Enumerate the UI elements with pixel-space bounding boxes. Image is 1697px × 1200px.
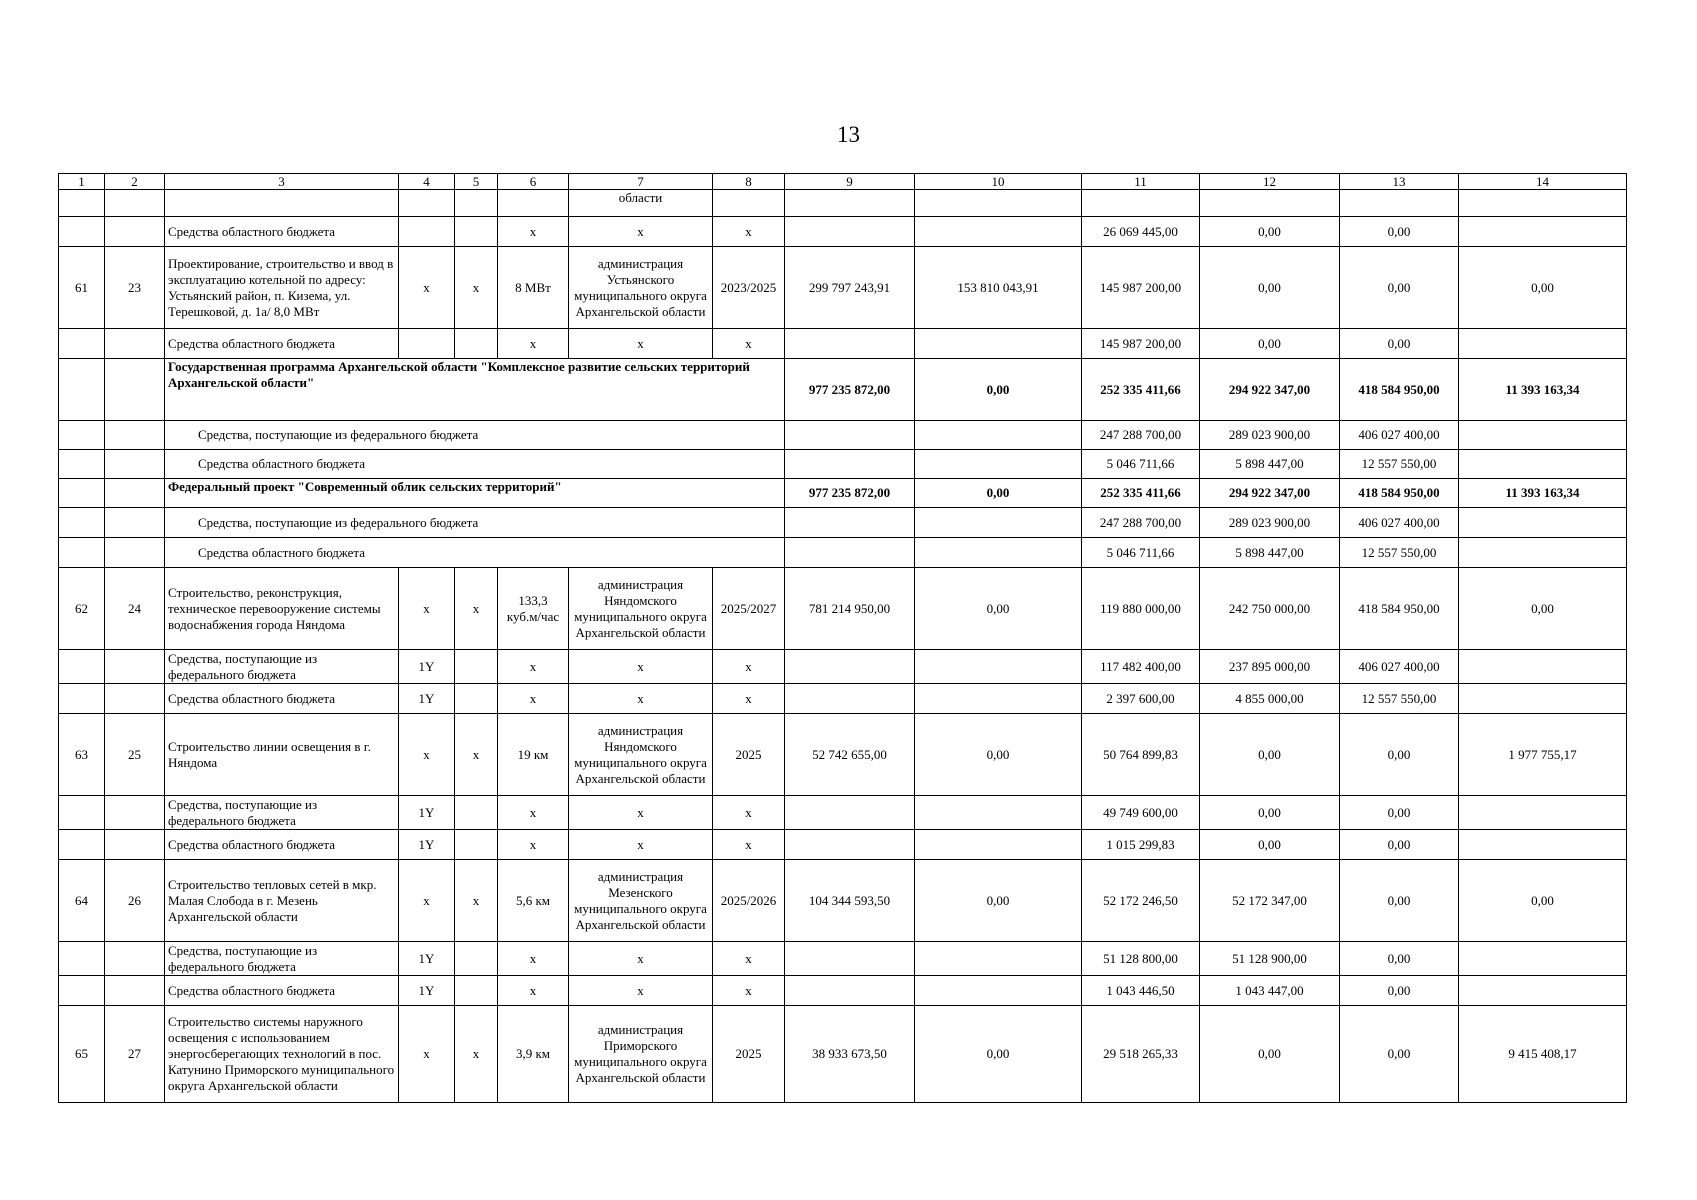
cell-period: 2025/2026 bbox=[713, 860, 785, 942]
project-title: Федеральный проект "Современный облик сельских территорий" bbox=[165, 479, 785, 508]
cell-amount-11: 252 335 411,66 bbox=[1082, 359, 1200, 421]
cell-amount-12: 0,00 bbox=[1200, 247, 1340, 329]
cell-amount-12: 5 898 447,00 bbox=[1200, 450, 1340, 479]
cell-code: 1Y bbox=[399, 650, 455, 684]
cell-amount-13: 406 027 400,00 bbox=[1340, 650, 1459, 684]
column-number-row bbox=[59, 174, 1627, 190]
cell-responsible: х bbox=[569, 329, 713, 359]
cell-amount-12: 289 023 900,00 bbox=[1200, 508, 1340, 538]
table-row bbox=[59, 1006, 1627, 1103]
cell-amount-11: 117 482 400,00 bbox=[1082, 650, 1200, 684]
column-number: 9 bbox=[785, 174, 915, 190]
cell-row-number: 64 bbox=[59, 860, 105, 942]
cell-c5: х bbox=[455, 714, 498, 796]
table-row bbox=[59, 538, 1627, 568]
cell-period: 2025 bbox=[713, 1006, 785, 1103]
cell-amount-12: 52 172 347,00 bbox=[1200, 860, 1340, 942]
cell-item-number: 26 bbox=[105, 860, 165, 942]
cell-amount-10: 153 810 043,91 bbox=[915, 247, 1082, 329]
cell-amount-13: 12 557 550,00 bbox=[1340, 684, 1459, 714]
cell-source: Средства, поступающие из федерального бюджета bbox=[165, 650, 399, 684]
cell-responsible: администрация Няндомского муниципального округа Архангельской области bbox=[569, 568, 713, 650]
cell-amount-13: 406 027 400,00 bbox=[1340, 508, 1459, 538]
cell-amount-14: 0,00 bbox=[1459, 568, 1627, 650]
cell-code: 1Y bbox=[399, 796, 455, 830]
cell-item-number: 25 bbox=[105, 714, 165, 796]
cell-responsible: х bbox=[569, 684, 713, 714]
cell-capacity: х bbox=[498, 830, 569, 860]
cell-amount-11: 49 749 600,00 bbox=[1082, 796, 1200, 830]
cell-amount-11: 247 288 700,00 bbox=[1082, 508, 1200, 538]
cell-amount-13: 0,00 bbox=[1340, 217, 1459, 247]
cell-amount-12: 294 922 347,00 bbox=[1200, 479, 1340, 508]
cell-responsible: х bbox=[569, 976, 713, 1006]
cell-code: 1Y bbox=[399, 942, 455, 976]
cell-row-number: 65 bbox=[59, 1006, 105, 1103]
program-row bbox=[59, 359, 1627, 421]
cell-amount-12: 0,00 bbox=[1200, 796, 1340, 830]
cell-amount-11: 52 172 246,50 bbox=[1082, 860, 1200, 942]
cell-source: Средства областного бюджета bbox=[165, 217, 399, 247]
cell-period: х bbox=[713, 217, 785, 247]
cell-amount-11: 5 046 711,66 bbox=[1082, 538, 1200, 568]
table-row bbox=[59, 247, 1627, 329]
table-row bbox=[59, 329, 1627, 359]
cell-source: Средства областного бюджета bbox=[165, 329, 399, 359]
cell-source: Средства, поступающие из федерального бюджета bbox=[165, 421, 785, 450]
cell-amount-11: 1 015 299,83 bbox=[1082, 830, 1200, 860]
page-number: 13 bbox=[837, 122, 860, 147]
cell-source: Средства, поступающие из федерального бюджета bbox=[165, 796, 399, 830]
table-row bbox=[59, 830, 1627, 860]
column-number: 8 bbox=[713, 174, 785, 190]
cell-capacity: х bbox=[498, 942, 569, 976]
cell-amount-11: 145 987 200,00 bbox=[1082, 247, 1200, 329]
column-number: 7 bbox=[569, 174, 713, 190]
cell-amount-12: 51 128 900,00 bbox=[1200, 942, 1340, 976]
program-title: Государственная программа Архангельской области "Комплексное развитие сельских территорий Архангельской области" bbox=[165, 359, 785, 421]
cell-period: 2023/2025 bbox=[713, 247, 785, 329]
cell-c5: х bbox=[455, 860, 498, 942]
cell-amount-11: 26 069 445,00 bbox=[1082, 217, 1200, 247]
cell-amount-14: 11 393 163,34 bbox=[1459, 359, 1627, 421]
cell-amount-11: 247 288 700,00 bbox=[1082, 421, 1200, 450]
cell-amount-10: 0,00 bbox=[915, 1006, 1082, 1103]
cell-period: х bbox=[713, 329, 785, 359]
cell-amount-13: 12 557 550,00 bbox=[1340, 450, 1459, 479]
cell-row-number: 63 bbox=[59, 714, 105, 796]
cell-amount-11: 119 880 000,00 bbox=[1082, 568, 1200, 650]
cell-responsible: администрация Мезенского муниципального округа Архангельской области bbox=[569, 860, 713, 942]
cell-code: х bbox=[399, 568, 455, 650]
column-number: 3 bbox=[165, 174, 399, 190]
column-number: 14 bbox=[1459, 174, 1627, 190]
cell-amount-9: 299 797 243,91 bbox=[785, 247, 915, 329]
column-number: 4 bbox=[399, 174, 455, 190]
cell-object-name: Проектирование, строительство и ввод в эксплуатацию котельной по адресу: Устьянский район, п. Кизема, ул. Терешковой, д. 1а/ 8,0 МВт bbox=[165, 247, 399, 329]
cell-capacity: 19 км bbox=[498, 714, 569, 796]
cell-amount-13: 418 584 950,00 bbox=[1340, 568, 1459, 650]
cell-source: Средства областного бюджета bbox=[165, 450, 785, 479]
cell-period: х bbox=[713, 976, 785, 1006]
cell-object-name: Строительство системы наружного освещения с использованием энергосберегающих технологий в пос. Катунино Приморского муниципального округа Архангельской области bbox=[165, 1006, 399, 1103]
cell-amount-9: 781 214 950,00 bbox=[785, 568, 915, 650]
table-row bbox=[59, 568, 1627, 650]
cell-capacity: х bbox=[498, 217, 569, 247]
cell-amount-12: 242 750 000,00 bbox=[1200, 568, 1340, 650]
table-row bbox=[59, 450, 1627, 479]
cell-capacity: 5,6 км bbox=[498, 860, 569, 942]
cell-item-number: 27 bbox=[105, 1006, 165, 1103]
cell-amount-11: 5 046 711,66 bbox=[1082, 450, 1200, 479]
cell-amount-9: 38 933 673,50 bbox=[785, 1006, 915, 1103]
cell-amount-12: 0,00 bbox=[1200, 1006, 1340, 1103]
cell-amount-14: 11 393 163,34 bbox=[1459, 479, 1627, 508]
table-row bbox=[59, 942, 1627, 976]
column-number: 10 bbox=[915, 174, 1082, 190]
column-number: 2 bbox=[105, 174, 165, 190]
cell-capacity: х bbox=[498, 684, 569, 714]
cell-amount-11: 252 335 411,66 bbox=[1082, 479, 1200, 508]
cell-amount-10: 0,00 bbox=[915, 359, 1082, 421]
cell-amount-12: 4 855 000,00 bbox=[1200, 684, 1340, 714]
table-row bbox=[59, 684, 1627, 714]
cell-responsible: х bbox=[569, 942, 713, 976]
cell-amount-11: 145 987 200,00 bbox=[1082, 329, 1200, 359]
cell-period: х bbox=[713, 796, 785, 830]
cell-source: Средства областного бюджета bbox=[165, 976, 399, 1006]
cell-amount-13: 418 584 950,00 bbox=[1340, 359, 1459, 421]
cell-capacity: 133,3 куб.м/час bbox=[498, 568, 569, 650]
cell-responsible: администрация Приморского муниципального округа Архангельской области bbox=[569, 1006, 713, 1103]
cell-amount-11: 50 764 899,83 bbox=[1082, 714, 1200, 796]
cell-amount-11: 2 397 600,00 bbox=[1082, 684, 1200, 714]
cell-amount-12: 0,00 bbox=[1200, 217, 1340, 247]
cell-amount-9: 52 742 655,00 bbox=[785, 714, 915, 796]
column-number: 12 bbox=[1200, 174, 1340, 190]
cell-amount-12: 0,00 bbox=[1200, 830, 1340, 860]
cell-source: Средства, поступающие из федерального бюджета bbox=[165, 508, 785, 538]
table-row bbox=[59, 190, 1627, 217]
cell-source: Средства областного бюджета bbox=[165, 538, 785, 568]
cell-amount-12: 237 895 000,00 bbox=[1200, 650, 1340, 684]
cell-c5: х bbox=[455, 1006, 498, 1103]
cell-capacity: 3,9 км bbox=[498, 1006, 569, 1103]
cell-code: 1Y bbox=[399, 684, 455, 714]
cell-amount-11: 1 043 446,50 bbox=[1082, 976, 1200, 1006]
cell-code: х bbox=[399, 860, 455, 942]
cell-item-number: 24 bbox=[105, 568, 165, 650]
cell-period: х bbox=[713, 650, 785, 684]
column-number: 11 bbox=[1082, 174, 1200, 190]
cell-source: Средства областного бюджета bbox=[165, 684, 399, 714]
cell-amount-14: 0,00 bbox=[1459, 860, 1627, 942]
cell-amount-12: 0,00 bbox=[1200, 329, 1340, 359]
cell-amount-12: 5 898 447,00 bbox=[1200, 538, 1340, 568]
cell-amount-12: 0,00 bbox=[1200, 714, 1340, 796]
cell-amount-12: 1 043 447,00 bbox=[1200, 976, 1340, 1006]
cell-amount-13: 0,00 bbox=[1340, 860, 1459, 942]
cell-capacity: х bbox=[498, 650, 569, 684]
cell-code: х bbox=[399, 714, 455, 796]
cell-amount-13: 418 584 950,00 bbox=[1340, 479, 1459, 508]
cell-object-name: Строительство, реконструкция, техническое перевооружение системы водоснабжения города Няндома bbox=[165, 568, 399, 650]
cell-item-number: 23 bbox=[105, 247, 165, 329]
cell-capacity: х bbox=[498, 796, 569, 830]
cell-capacity: х bbox=[498, 329, 569, 359]
cell-code: х bbox=[399, 247, 455, 329]
table-row bbox=[59, 508, 1627, 538]
cell-amount-9: 104 344 593,50 bbox=[785, 860, 915, 942]
cell-amount-13: 0,00 bbox=[1340, 329, 1459, 359]
cell-c5: х bbox=[455, 568, 498, 650]
cell-amount-10: 0,00 bbox=[915, 860, 1082, 942]
cell-source: Средства областного бюджета bbox=[165, 830, 399, 860]
cell-source: Средства, поступающие из федерального бюджета bbox=[165, 942, 399, 976]
cell-amount-13: 0,00 bbox=[1340, 976, 1459, 1006]
cell-responsible: х bbox=[569, 830, 713, 860]
column-number: 6 bbox=[498, 174, 569, 190]
cell-code: х bbox=[399, 1006, 455, 1103]
cell-responsible: администрация Няндомского муниципального округа Архангельской области bbox=[569, 714, 713, 796]
cell-amount-10: 0,00 bbox=[915, 479, 1082, 508]
column-number: 13 bbox=[1340, 174, 1459, 190]
cell-capacity: х bbox=[498, 976, 569, 1006]
cell-c5: х bbox=[455, 247, 498, 329]
table-row bbox=[59, 217, 1627, 247]
cell-amount-12: 289 023 900,00 bbox=[1200, 421, 1340, 450]
cell-amount-13: 406 027 400,00 bbox=[1340, 421, 1459, 450]
cell-period: 2025 bbox=[713, 714, 785, 796]
cell-row-number: 62 bbox=[59, 568, 105, 650]
cell-amount-11: 29 518 265,33 bbox=[1082, 1006, 1200, 1103]
cell-amount-13: 0,00 bbox=[1340, 796, 1459, 830]
cell-amount-13: 0,00 bbox=[1340, 942, 1459, 976]
cell-amount-12: 294 922 347,00 bbox=[1200, 359, 1340, 421]
cell-amount-14: 0,00 bbox=[1459, 247, 1627, 329]
cell-object-name: Строительство тепловых сетей в мкр. Малая Слобода в г. Мезень Архангельской области bbox=[165, 860, 399, 942]
cell-responsible: х bbox=[569, 217, 713, 247]
cell-amount-9: 977 235 872,00 bbox=[785, 359, 915, 421]
cell-amount-10: 0,00 bbox=[915, 714, 1082, 796]
table-row bbox=[59, 714, 1627, 796]
cell-amount-10: 0,00 bbox=[915, 568, 1082, 650]
cell-amount-11: 51 128 800,00 bbox=[1082, 942, 1200, 976]
table-row bbox=[59, 421, 1627, 450]
project-row bbox=[59, 479, 1627, 508]
cell-amount-9: 977 235 872,00 bbox=[785, 479, 915, 508]
cell-responsible: х bbox=[569, 796, 713, 830]
cell-period: х bbox=[713, 942, 785, 976]
cell-responsible: х bbox=[569, 650, 713, 684]
cell-capacity: 8 МВт bbox=[498, 247, 569, 329]
cell-object-name: Строительство линии освещения в г. Няндома bbox=[165, 714, 399, 796]
cell-amount-13: 12 557 550,00 bbox=[1340, 538, 1459, 568]
cell-period: х bbox=[713, 830, 785, 860]
cell-row-number: 61 bbox=[59, 247, 105, 329]
cell-period: 2025/2027 bbox=[713, 568, 785, 650]
cell-amount-14: 9 415 408,17 bbox=[1459, 1006, 1627, 1103]
table-row bbox=[59, 976, 1627, 1006]
cell-amount-13: 0,00 bbox=[1340, 247, 1459, 329]
column-number: 1 bbox=[59, 174, 105, 190]
column-number: 5 bbox=[455, 174, 498, 190]
cell-period: х bbox=[713, 684, 785, 714]
budget-table bbox=[58, 173, 1627, 1103]
cell-responsible: администрация Устьянского муниципального округа Архангельской области bbox=[569, 247, 713, 329]
cell-code: 1Y bbox=[399, 830, 455, 860]
cell-amount-13: 0,00 bbox=[1340, 1006, 1459, 1103]
cell-amount-13: 0,00 bbox=[1340, 830, 1459, 860]
cell-responsible: области bbox=[569, 190, 713, 217]
cell-code: 1Y bbox=[399, 976, 455, 1006]
table-row bbox=[59, 860, 1627, 942]
table-row bbox=[59, 796, 1627, 830]
cell-amount-14: 1 977 755,17 bbox=[1459, 714, 1627, 796]
cell-amount-13: 0,00 bbox=[1340, 714, 1459, 796]
table-row bbox=[59, 650, 1627, 684]
